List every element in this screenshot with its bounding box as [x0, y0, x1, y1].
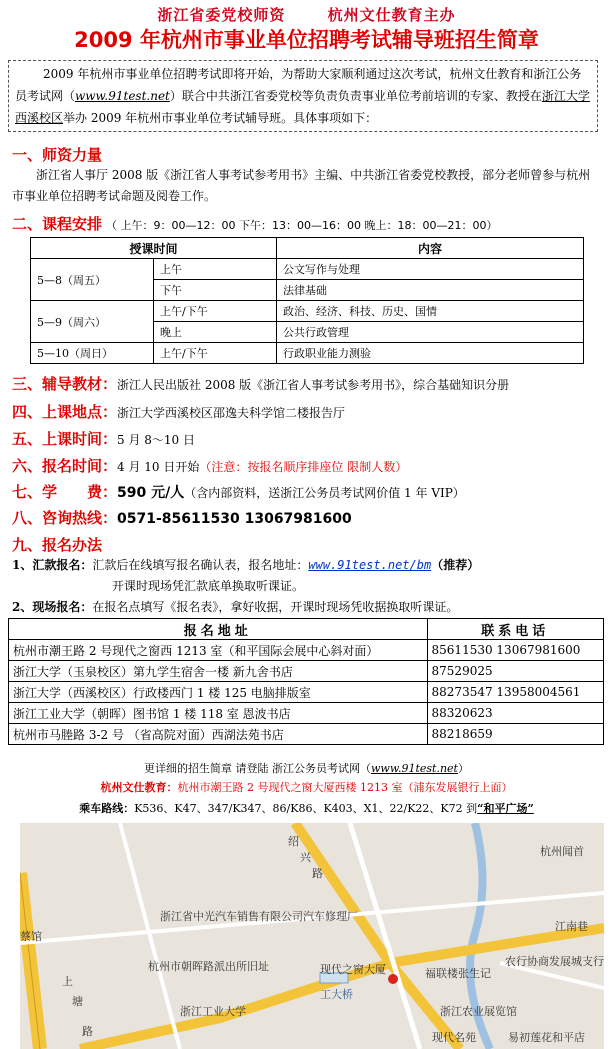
register-link[interactable]: www.91test.net/bm: [308, 558, 432, 572]
fee-text: （含内部资料，送浙江公务员考试网价值 1 年 VIP）: [184, 486, 465, 500]
map-label: 现代之窗大厦: [320, 963, 386, 976]
table-row: [9, 682, 604, 703]
address-col-header: 报名地址: [9, 619, 428, 640]
fee-heading: 七、学 费：: [12, 483, 118, 501]
map-label: 杭州闻首: [540, 845, 584, 858]
schedule-content: 公共行政管理: [277, 322, 584, 343]
map-label: 浙江农业展览馆: [440, 1005, 517, 1018]
intro-box: [8, 60, 598, 132]
onsite-registration: [12, 597, 458, 618]
schedule-day: 5—8（周五）: [31, 259, 154, 301]
map-label: 杭州市朝晖路派出所旧址: [148, 960, 269, 973]
map-label: 上: [62, 975, 73, 988]
onsite-label: 2、现场报名：: [12, 600, 93, 614]
section-registration-time: [12, 455, 407, 476]
more-info-end: ）: [457, 762, 469, 775]
faculty-text: 浙江省人事厅 2008 版《浙江省人事考试参考用书》主编、中共浙江省委党校教授，部分老师曾参与杭州市事业单位招聘考试命题及阅卷工作。: [12, 168, 591, 203]
organizer-line: [0, 4, 613, 25]
location-map[interactable]: [20, 823, 604, 1049]
map-label: 路: [82, 1025, 93, 1038]
more-info-text: 更详细的招生简章 请登陆 浙江公务员考试网（: [144, 762, 372, 775]
schedule-content: 行政职业能力测验: [277, 343, 584, 364]
table-row: [31, 301, 584, 322]
venue-heading: 四、上课地点：: [12, 403, 118, 421]
schedule-slot: 上午/下午: [154, 301, 277, 322]
schedule-content: 政治、经济、科技、历史、国情: [277, 301, 584, 322]
location-marker-icon: [388, 974, 398, 984]
bus-stop: “和平广场”: [477, 802, 534, 815]
phone-col-header: 联系电话: [427, 619, 603, 640]
schedule-col-content: 内容: [277, 238, 584, 259]
schedule-slot: 下午: [154, 280, 277, 301]
schedule-day: 5—9（周六）: [31, 301, 154, 343]
campus-text: 浙江大学西溪校区: [15, 89, 590, 125]
organizer-2: 杭州文仕教育主办: [327, 6, 456, 24]
remit-text: 汇款后在线填写报名确认表，报名地址：: [92, 558, 309, 572]
schedule-col-time: 授课时间: [31, 238, 277, 259]
map-label: 浙江省中光汽车销售有限公司汽车修理厂: [160, 910, 358, 923]
table-row: [31, 343, 584, 364]
onsite-text: 在报名点填写《报名表》，拿好收据，开课时现场凭收据换取听课证。: [92, 600, 459, 614]
footer-address-label: 杭州文仕教育：: [100, 781, 178, 794]
map-label: 蔡馆: [20, 930, 42, 943]
section-faculty-heading: 一、师资力量: [12, 146, 103, 164]
remit-label: 1、汇款报名：: [12, 558, 93, 572]
section-schedule-heading: [12, 213, 497, 234]
footer-address-text: 杭州市潮王路 2 号现代之窗大厦西楼 1213 室（浦东发展银行上面）: [177, 781, 513, 794]
schedule-hours: （ 上午：9：00—12：00 下午：13：00—16：00 晚上：18：00—21：00）: [106, 219, 498, 232]
table-row: [31, 259, 584, 280]
remit-line2: 开课时现场凭汇款底单换取听课证。: [112, 579, 305, 593]
map-label: 路: [312, 867, 323, 880]
section-textbook: [12, 373, 509, 394]
section-fee: [12, 481, 465, 502]
map-label: 农行协商发展城支行: [505, 955, 604, 968]
map-label: 工大桥: [320, 988, 353, 1001]
organizer-1: 浙江省委党校师资: [157, 6, 286, 24]
schedule-heading: 二、课程安排: [12, 215, 103, 233]
phone-cell: 87529025: [427, 661, 603, 682]
phone-cell: 88273547 13958004561: [427, 682, 603, 703]
page-title: 2009 年杭州市事业单位招聘考试辅导班招生简章: [74, 28, 539, 52]
table-row: [9, 640, 604, 661]
schedule-table: [30, 237, 584, 364]
intro-text-2: ）联合中共浙江省委党校等负责负责事业单位考前培训的专家、教授在: [169, 89, 542, 103]
schedule-slot: 晚上: [154, 322, 277, 343]
section-venue: [12, 401, 345, 422]
footer-site-link[interactable]: www.91test.net: [371, 762, 458, 775]
section-class-time: [12, 428, 195, 449]
phone-cell: 88218659: [427, 724, 603, 745]
class-time-text: 5 月 8～10 日: [117, 433, 195, 447]
bus-label: 乘车路线：: [79, 802, 135, 815]
map-label: 兴: [300, 851, 311, 864]
footer-bus: [0, 800, 613, 816]
venue-text: 浙江大学西溪校区邵逸夫科学馆二楼报告厅: [117, 406, 346, 420]
registration-time-heading: 六、报名时间：: [12, 457, 118, 475]
class-time-heading: 五、上课时间：: [12, 430, 118, 448]
section-registration-heading: 九、报名办法: [12, 536, 103, 554]
table-row: [9, 661, 604, 682]
map-label: 浙江工业大学: [180, 1005, 246, 1018]
map-label: 江南巷: [555, 920, 588, 933]
schedule-content: 公文写作与处理: [277, 259, 584, 280]
textbook-heading: 三、辅导教材：: [12, 375, 118, 393]
bus-routes: K536、K47、347/K347、86/K86、K403、X1、22/K22、K72 到: [134, 802, 478, 815]
remit-recommend: （推荐）: [431, 558, 480, 572]
intro-text-3: 举办 2009 年杭州市事业单位考试辅导班。具体事项如下：: [63, 111, 378, 125]
registration-notice: （注意：按报名顺序排座位 限制人数）: [199, 460, 408, 474]
address-table: [8, 618, 604, 745]
schedule-day: 5—10（周日）: [31, 343, 154, 364]
map-label: 塘: [72, 995, 83, 1008]
table-row: [9, 703, 604, 724]
map-label: 绍: [288, 835, 299, 848]
fee-price: 590 元/人: [117, 485, 185, 501]
schedule-content: 法律基础: [277, 280, 584, 301]
site-link[interactable]: www.91test.net: [75, 89, 170, 103]
hotline-phones: 0571-85611530 13067981600: [117, 511, 352, 527]
table-row: [9, 724, 604, 745]
address-cell: 浙江大学（玉泉校区）第九学生宿舍一楼 新九舍书店: [9, 661, 428, 682]
map-label: 易初莲花和平店: [508, 1031, 585, 1044]
phone-cell: 85611530 13067981600: [427, 640, 603, 661]
section-hotline: [12, 507, 352, 528]
remit-registration: [12, 555, 479, 576]
hotline-heading: 八、咨询热线：: [12, 509, 118, 527]
phone-cell: 88320623: [427, 703, 603, 724]
address-cell: 杭州市潮王路 2 号现代之窗西 1213 室（和平国际会展中心斜对面）: [9, 640, 428, 661]
footer-address: [0, 779, 613, 795]
schedule-slot: 上午/下午: [154, 343, 277, 364]
map-label: 福联楼张生记: [425, 967, 491, 980]
address-cell: 浙江工业大学（朝晖）图书馆 1 楼 118 室 恩波书店: [9, 703, 428, 724]
registration-time-text: 4 月 10 日开始: [117, 460, 200, 474]
section-faculty-text: [12, 165, 602, 207]
map-label: 现代名苑: [432, 1031, 476, 1044]
intro-text-1: 2009 年杭州市事业单位招聘考试即将开始，为帮助大家顺利通过这次考试，杭州文仕教育和浙江公务员考试网（: [15, 67, 582, 103]
schedule-slot: 上午: [154, 259, 277, 280]
address-cell: 杭州市马塍路 3-2 号 （省高院对面）西湖法苑书店: [9, 724, 428, 745]
footer-more-info: [0, 760, 613, 776]
address-cell: 浙江大学（西溪校区）行政楼西门 1 楼 125 电脑排版室: [9, 682, 428, 703]
textbook-text: 浙江人民出版社 2008 版《浙江省人事考试参考用书》，综合基础知识分册: [117, 378, 510, 392]
